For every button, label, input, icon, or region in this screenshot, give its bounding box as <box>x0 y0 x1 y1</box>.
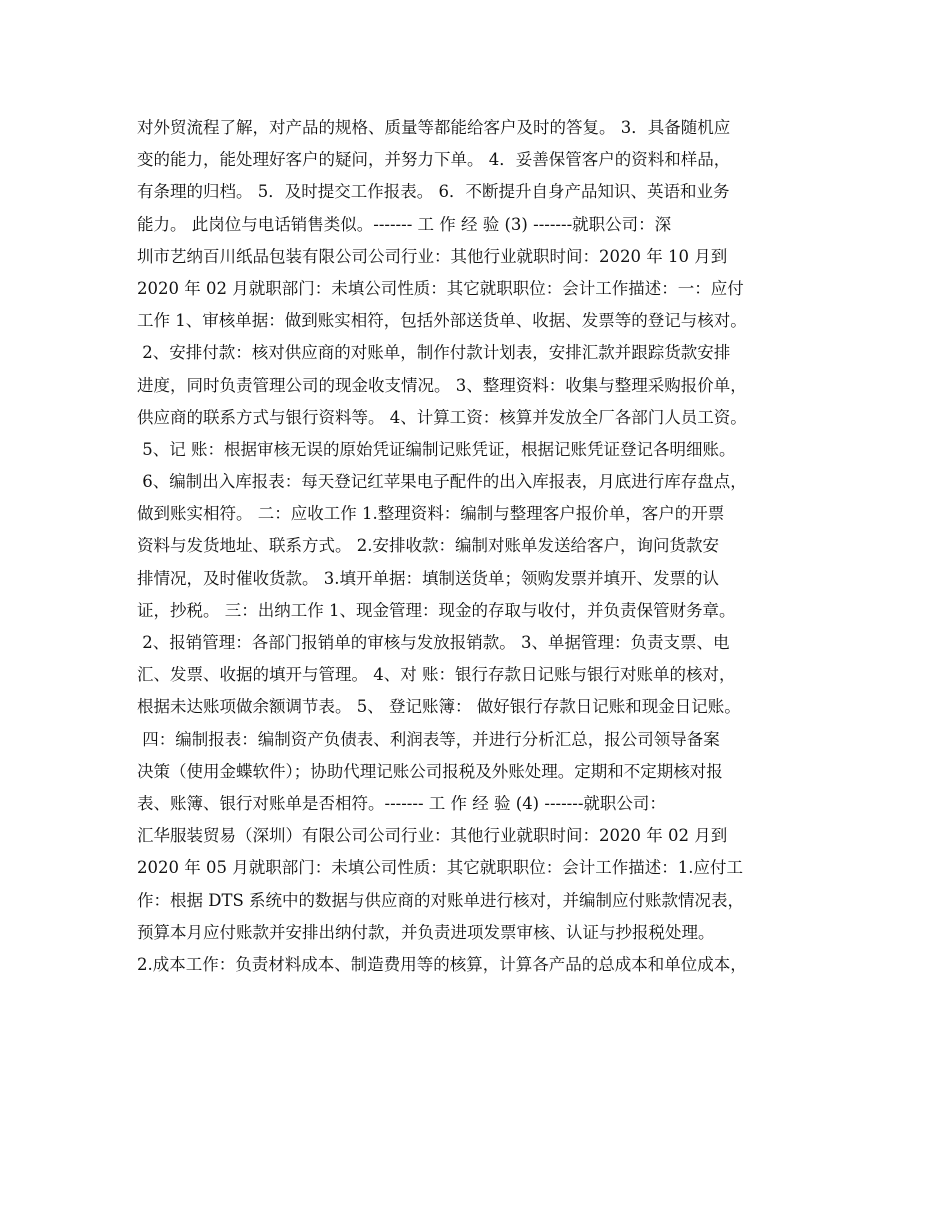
text-line-10: 供应商的联系方式与银行资料等。 4、计算工资：核算并发放全厂各部门人员工资。 <box>137 407 747 427</box>
text-line-6: 2020 年 02 月就职部门：未填公司性质：其它就职职位：会计工作描述：一：应付 <box>137 278 744 298</box>
text-line-26: 预算本月应付账款并安排出纳付款，并负责进项发票审核、认证与抄报税处理。 <box>137 922 715 942</box>
body-text <box>137 112 827 981</box>
text-line-17: 2、报销管理：各部门报销单的审核与发放报销款。 3、单据管理：负责支票、电 <box>137 633 730 652</box>
text-line-5: 圳市艺纳百川纸品包装有限公司公司行业：其他行业就职时间：2020 年 10 月到 <box>137 246 728 266</box>
text-line-21: 决策（使用金蝶软件）；协助代理记账公司报税及外账处理。定期和不定期核对报 <box>137 761 723 781</box>
text-line-9: 进度，同时负责管理公司的现金收支情况。 3、整理资料：收集与整理采购报价单， <box>137 375 747 395</box>
text-line-3: 有条理的归档。 5．及时提交工作报表。 6．不断提升自身产品知识、英语和业务 <box>137 182 730 202</box>
text-line-11: 5、记 账：根据审核无误的原始凭证编制记账凭证，根据记账凭证登记各明细账。 <box>137 439 736 459</box>
text-line-4: 能力。 此岗位与电话销售类似。------- 工 作 经 验 (3) -------就职公司：深 <box>137 214 672 234</box>
text-line-15: 排情况，及时催收货款。 3.填开单据：填制送货单；领购发票并填开、发票的认 <box>137 568 719 588</box>
text-line-2: 变的能力，能处理好客户的疑问，并努力下单。 4．妥善保管客户的资料和样品， <box>137 150 731 170</box>
text-line-16: 证，抄税。 三：出纳工作 1、现金管理：现金的存取与收付，并负责保管财务章。 <box>137 600 736 620</box>
text-line-20: 四：编制报表：编制资产负债表、利润表等，并进行分析汇总，报公司领导备案 <box>137 729 720 749</box>
text-line-7: 工作 1、审核单据：做到账实相符，包括外部送货单、收据、发票等的登记与核对。 <box>137 311 747 331</box>
text-line-19: 根据未达账项做余额调节表。 5、 登记账簿： 做好银行存款日记账和现金日记账。 <box>137 697 741 717</box>
text-line-8: 2、安排付款：核对供应商的对账单，制作付款计划表，安排汇款并跟踪货款安排 <box>137 343 731 363</box>
text-line-13: 做到账实相符。 二：应收工作 1.整理资料：编制与整理客户报价单，客户的开票 <box>137 504 725 524</box>
text-line-23: 汇华服装贸易（深圳）有限公司公司行业：其他行业就职时间：2020 年 02 月到 <box>137 826 728 846</box>
text-line-14: 资料与发货地址、联系方式。 2.安排收款：编制对账单发送给客户，询问货款安 <box>137 536 719 556</box>
text-line-18: 汇、发票、收据的填开与管理。 4、对 账：银行存款日记账与银行对账单的核对， <box>137 665 736 685</box>
text-line-24: 2020 年 05 月就职部门：未填公司性质：其它就职职位：会计工作描述：1.应付工 <box>137 858 743 878</box>
text-line-25: 作：根据 DTS 系统中的数据与供应商的对账单进行核对，并编制应付账款情况表， <box>137 890 745 910</box>
text-line-22: 表、账簿、银行对账单是否相符。------- 工 作 经 验 (4) -------就职公司： <box>137 793 666 813</box>
text-line-1: 对外贸流程了解，对产品的规格、质量等都能给客户及时的答复。 3．具备随机应 <box>137 118 731 137</box>
text-line-27: 2.成本工作：负责材料成本、制造费用等的核算，计算各产品的总成本和单位成本， <box>137 954 747 974</box>
text-line-12: 6、编制出入库报表：每天登记红苹果电子配件的出入库报表，月底进行库存盘点， <box>137 472 747 492</box>
